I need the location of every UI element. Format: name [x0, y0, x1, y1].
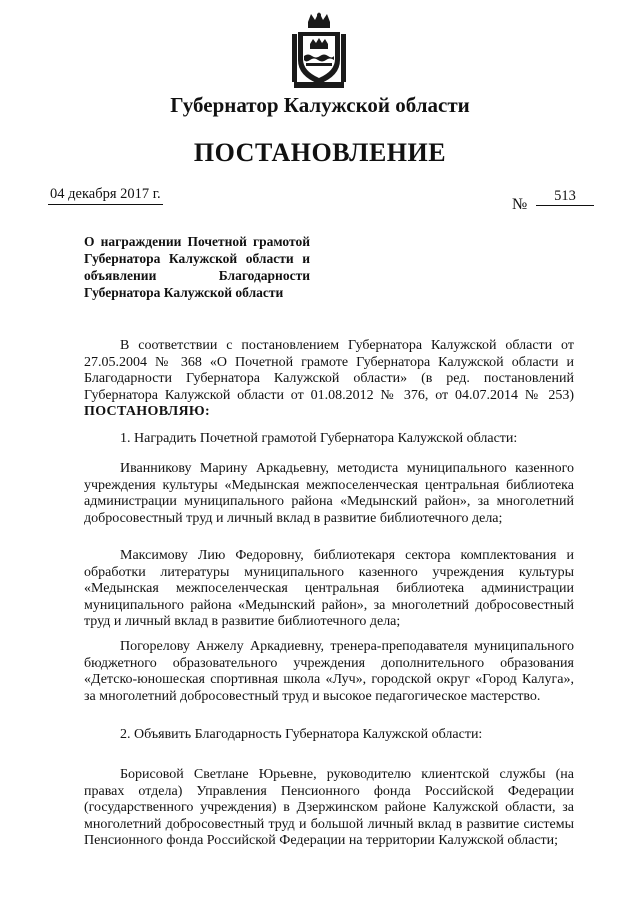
document-type-title: ПОСТАНОВЛЕНИЕ: [193, 138, 447, 167]
authority-title: Губернатор Калужской области: [170, 93, 470, 117]
intro-paragraph: [84, 338, 574, 421]
intro-text: В соответствии с постановлением Губернатора Калужской области от 27.05.2004 № 368 «О Почетной грамоте Губернатора Калужской области и Благодарности Губернатора Калужской области» (в ред. постановлений Губернатора Калужской области от 01.08.2012 № 376, от 04.07.2014 № 253): [84, 338, 574, 403]
document-date: 04 декабря 2017 г.: [48, 186, 163, 205]
decree-word: ПОСТАНОВЛЯЮ:: [84, 404, 210, 419]
award-item: Погорелову Анжелу Аркадиевну, тренера-преподавателя муниципального бюджетного образовательного учреждения дополнительного образования «Детско-юношеская спортивная школа «Луч», городской округ «Город Калуга», за многолетний добросовестный труд и высокое педагогическое мастерство.: [84, 639, 574, 704]
document-number: 513: [536, 188, 594, 206]
document-subject: О награждении Почетной грамотой Губернатора Калужской области и объявлении Благодарности Губернатора Калужской области: [84, 234, 310, 300]
award-item: Максимову Лию Федоровну, библиотекаря сектора комплектования и обработки литературы муниципального казенного учреждения культуры «Медынская межпоселенческая центральная библиотека администрации муниципального района «Медынский район», за многолетний добросовестный труд и личный вклад в развитие библиотечного дела;: [84, 548, 574, 629]
coat-of-arms-emblem: [290, 12, 348, 90]
section-2-heading: 2. Объявить Благодарность Губернатора Калужской области:: [120, 727, 483, 742]
gratitude-item: Борисовой Светлане Юрьевне, руководителю клиентской службы (на правах отдела) Управления Пенсионного фонда Российской Федерации (государственного учреждения) в Дзержинском районе Калужской области, за многолетний добросовестный труд и большой личный вклад в развитие системы Пенсионного фонда Российской Федерации на территории Калужской области;: [84, 767, 574, 848]
number-sign: №: [512, 196, 528, 213]
section-1-heading: 1. Наградить Почетной грамотой Губернатора Калужской области:: [120, 431, 518, 446]
award-item: Иванникову Марину Аркадьевну, методиста муниципального казенного учреждения культуры «Медынская межпоселенческая центральная библиотека администрации муниципального района «Медынский район», за многолетний добросовестный труд и личный вклад в развитие библиотечного дела;: [84, 461, 574, 526]
